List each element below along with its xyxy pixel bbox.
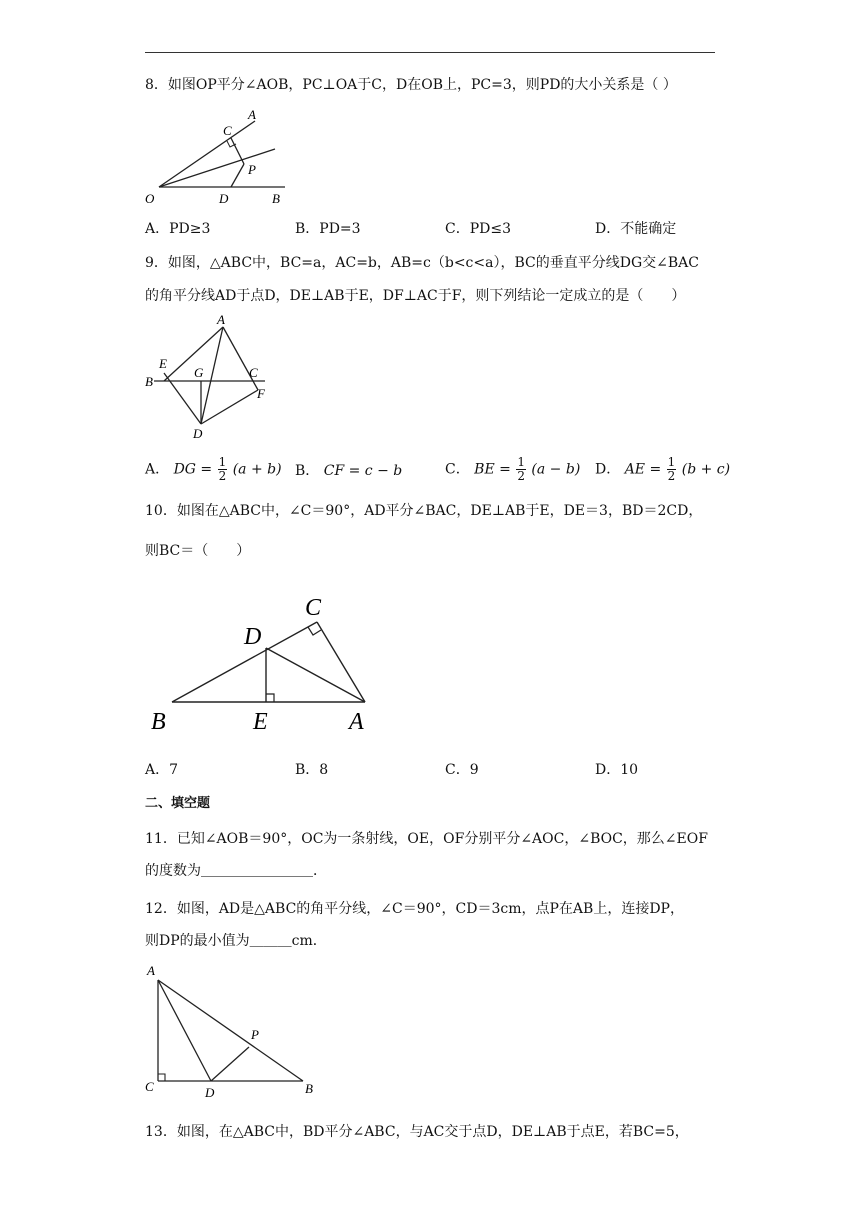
q9-option-c-num: 1 [517, 455, 525, 469]
q9-line2: 的角平分线AD于点D，DE⊥AB于E，DF⊥AC于F，则下列结论一定成立的是（ ） [145, 288, 686, 304]
q9-option-d-rhs: (b + c) [681, 461, 731, 478]
q12-label-c: C [145, 1079, 154, 1094]
q9-option-d-fraction [667, 456, 677, 483]
q12-line1: 12．如图，AD是△ABC的角平分线，∠C＝90°，CD＝3cm，点P在AB上，连接DP， [145, 901, 684, 917]
q9-option-b [295, 462, 402, 480]
q9-option-a-den: 2 [218, 469, 227, 483]
q8-label-b: B [272, 191, 280, 206]
q8-label-p: P [248, 162, 256, 177]
q8-option-a: A．PD≥3 [145, 221, 211, 237]
q8-text: 8．如图OP平分∠AOB，PC⊥OA于C，D在OB上，PC=3，则PD的大小关系是（ ） [145, 77, 677, 93]
q9-option-a-num: 1 [218, 455, 227, 469]
q10-option-d: D．10 [595, 762, 639, 778]
q8-label-o: O [145, 191, 155, 206]
q9-label-g: G [194, 365, 204, 380]
q8-figure [145, 100, 295, 210]
q9-option-a-prefix: A． [145, 461, 170, 478]
q9-label-a: A [217, 312, 225, 327]
q9-option-c-lhs: BE = [474, 461, 511, 478]
q10-option-c: C．9 [445, 762, 479, 778]
q11-line1: 11．已知∠AOB＝90°，OC为一条射线，OE，OF分别平分∠AOC，∠BOC，那么∠EOF [145, 831, 708, 847]
q10-label-d: D [244, 624, 262, 650]
q9-option-c [445, 456, 580, 483]
q9-option-b-prefix: B． [295, 463, 320, 479]
q10-option-a: A．7 [145, 762, 179, 778]
q10-label-b: B [151, 709, 166, 735]
q9-option-d-prefix: D． [595, 461, 621, 478]
q9-label-b: B [145, 374, 153, 389]
q12-label-a: A [147, 963, 155, 978]
q9-option-b-expr: CF = c − b [323, 463, 403, 479]
q10-label-c: C [305, 595, 322, 621]
q10-figure [145, 585, 385, 740]
q9-option-c-den: 2 [517, 469, 525, 483]
q9-label-e: E [159, 356, 167, 371]
q9-figure [143, 314, 278, 444]
section-title: 二、填空题 [145, 796, 211, 811]
q10-option-b: B．8 [295, 762, 329, 778]
q13-line1: 13．如图，在△ABC中，BD平分∠ABC，与AC交于点D，DE⊥AB于点E，若BC=5， [145, 1124, 689, 1140]
q9-label-f: F [257, 386, 265, 401]
q9-option-a [145, 456, 282, 483]
q8-option-c: C．PD≤3 [445, 221, 511, 237]
q10-label-e: E [253, 709, 268, 735]
q12-line2: 则DP的最小值为＿＿＿cm． [145, 933, 327, 949]
q8-label-a: A [248, 107, 256, 122]
q10-line2: 则BC＝（ ） [145, 543, 251, 559]
q9-option-c-fraction [516, 456, 526, 483]
q9-option-a-lhs: DG = [173, 461, 213, 478]
q9-option-d-lhs: AE = [624, 461, 662, 478]
q9-option-c-prefix: C． [445, 461, 470, 478]
q9-option-c-rhs: (a − b) [531, 461, 581, 478]
q12-label-d: D [205, 1085, 215, 1100]
q9-option-d [595, 456, 730, 483]
q8-option-d: D．不能确定 [595, 221, 677, 237]
q9-option-a-fraction [218, 456, 228, 483]
q8-label-d: D [219, 191, 229, 206]
header-rule [145, 52, 715, 53]
q9-label-c: C [249, 365, 258, 380]
q12-figure [143, 960, 323, 1100]
q8-label-c: C [223, 123, 232, 138]
q12-label-p: P [251, 1027, 259, 1042]
q9-option-a-rhs: (a + b) [232, 461, 282, 478]
q9-label-d: D [193, 426, 203, 441]
q8-option-b: B．PD=3 [295, 221, 361, 237]
q10-label-a: A [349, 709, 364, 735]
q12-label-b: B [305, 1081, 313, 1096]
q9-option-d-num: 1 [667, 455, 676, 469]
q11-line2: 的度数为＿＿＿＿＿＿＿＿． [145, 863, 327, 879]
q9-line1: 9．如图，△ABC中，BC=a，AC=b，AB=c（b<c<a），BC的垂直平分线DG交∠BAC [145, 255, 699, 271]
q9-option-d-den: 2 [667, 469, 676, 483]
q10-line1: 10．如图在△ABC中，∠C＝90°，AD平分∠BAC，DE⊥AB于E，DE＝3，BD＝2CD， [145, 503, 703, 519]
